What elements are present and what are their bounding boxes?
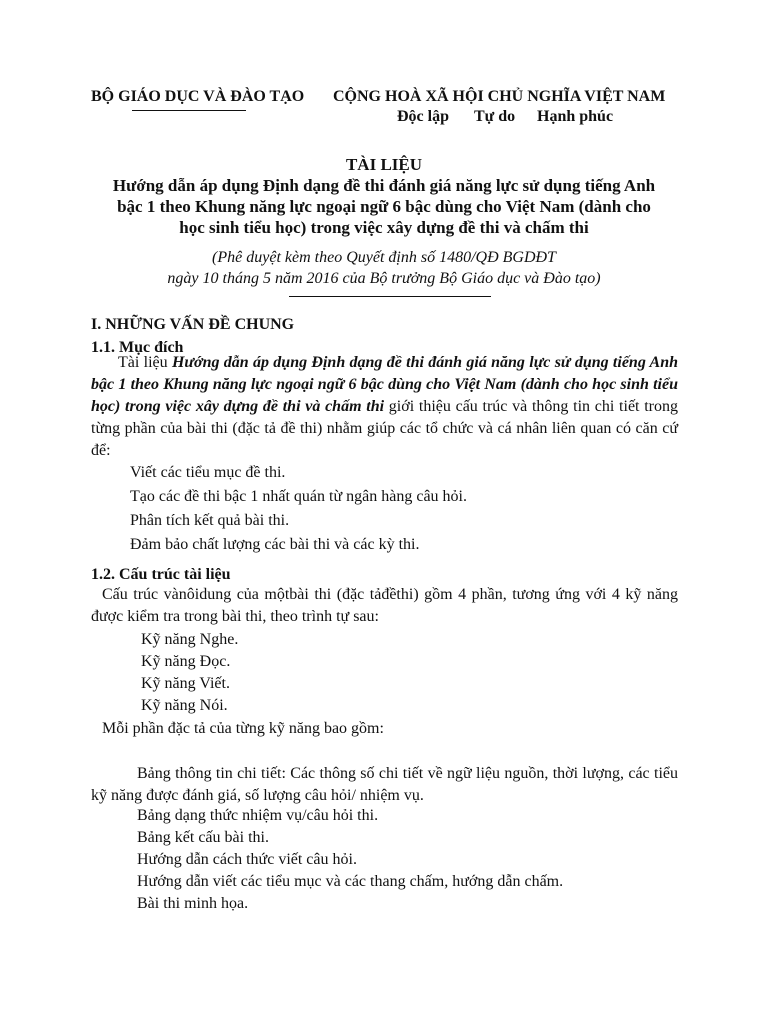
doc-title-line-3: học sinh tiểu học) trong việc xây dựng đề thi và chấm thi bbox=[179, 218, 589, 237]
component-item: Bảng dạng thức nhiệm vụ/câu hỏi thi. bbox=[137, 807, 379, 824]
purpose-paragraph bbox=[91, 352, 678, 462]
approval-underline bbox=[289, 296, 491, 297]
doc-title-line-2: bậc 1 theo Khung năng lực ngoại ngữ 6 bậc dùng cho Việt Nam (dành cho bbox=[117, 197, 651, 216]
section-1-2-heading: 1.2. Cấu trúc tài liệu bbox=[91, 566, 231, 583]
skill-item: Kỹ năng Đọc. bbox=[141, 653, 231, 670]
component-item: Bảng kết cấu bài thi. bbox=[137, 829, 269, 846]
doc-title-line-1: Hướng dẫn áp dụng Định dạng đề thi đánh giá năng lực sử dụng tiếng Anh bbox=[112, 176, 656, 195]
component-item: Bài thi minh họa. bbox=[137, 895, 249, 912]
motto-doc-lap: Độc lập bbox=[397, 108, 449, 125]
purpose-prefix: Tài liệu bbox=[118, 354, 172, 371]
motto-tu-do: Tự do bbox=[474, 108, 516, 125]
component-item: Hướng dẫn cách thức viết câu hỏi. bbox=[137, 851, 357, 868]
section-1-heading: I. NHỮNG VẤN ĐỀ CHUNG bbox=[91, 316, 295, 333]
structure-paragraph: Cấu trúc vànôidung của mộtbài thi (đặc tảđềthi) gồm 4 phần, tương ứng với 4 kỹ năng được kiểm tra trong bài thi, theo trình tự sau: bbox=[91, 586, 678, 625]
approval-line-2: ngày 10 tháng 5 năm 2016 của Bộ trưởng Bộ Giáo dục và Đào tạo) bbox=[167, 270, 601, 287]
approval-line-1: (Phê duyệt kèm theo Quyết định số 1480/QĐ BGDĐT bbox=[212, 249, 556, 266]
ministry-underline bbox=[132, 110, 246, 111]
component-item: Hướng dẫn viết các tiểu mục và các thang chấm, hướng dẫn chấm. bbox=[137, 873, 564, 890]
component-item-details: Bảng thông tin chi tiết: Các thông số chi tiết về ngữ liệu nguồn, thời lượng, các tiểu kỹ năng được đánh giá, số lượng câu hỏi/ nhiệm vụ. bbox=[91, 765, 678, 804]
skill-item: Kỹ năng Nghe. bbox=[141, 631, 239, 648]
doc-title-heading: TÀI LIỆU bbox=[345, 155, 423, 174]
components-intro: Mỗi phần đặc tả của từng kỹ năng bao gồm: bbox=[102, 720, 384, 737]
motto-hanh-phuc: Hạnh phúc bbox=[537, 108, 614, 125]
republic-name: CỘNG HOÀ XÃ HỘI CHỦ NGHĨA VIỆT NAM bbox=[333, 88, 666, 105]
purpose-item: Tạo các đề thi bậc 1 nhất quán từ ngân hàng câu hỏi. bbox=[130, 488, 467, 505]
ministry-name: BỘ GIÁO DỤC VÀ ĐÀO TẠO bbox=[91, 88, 305, 105]
skill-item: Kỹ năng Nói. bbox=[141, 697, 228, 714]
purpose-item: Đảm bảo chất lượng các bài thi và các kỳ thi. bbox=[130, 536, 420, 553]
purpose-item: Viết các tiểu mục đề thi. bbox=[130, 464, 286, 481]
purpose-item: Phân tích kết quả bài thi. bbox=[130, 512, 290, 529]
skill-item: Kỹ năng Viết. bbox=[141, 675, 230, 692]
purpose-suffix: giới thiệu cấu trúc và thông tin chi tiết trong từng phần của bài thi (đặc tả đề thi) nhằm giúp các tổ chức và cá nhân liên quan có căn cứ để: bbox=[91, 398, 678, 459]
purpose-doc-name: Hướng dẫn áp dụng Định dạng đề thi đánh giá năng lực sử dụng tiếng Anh bậc 1 theo Khung năng lực ngoại ngữ 6 bậc dùng cho Việt Nam (dành cho học sinh tiểu học) trong việc xây dựng đề thi và chấm thi bbox=[91, 354, 679, 415]
section-1-1-heading: 1.1. Mục đích bbox=[91, 339, 184, 356]
